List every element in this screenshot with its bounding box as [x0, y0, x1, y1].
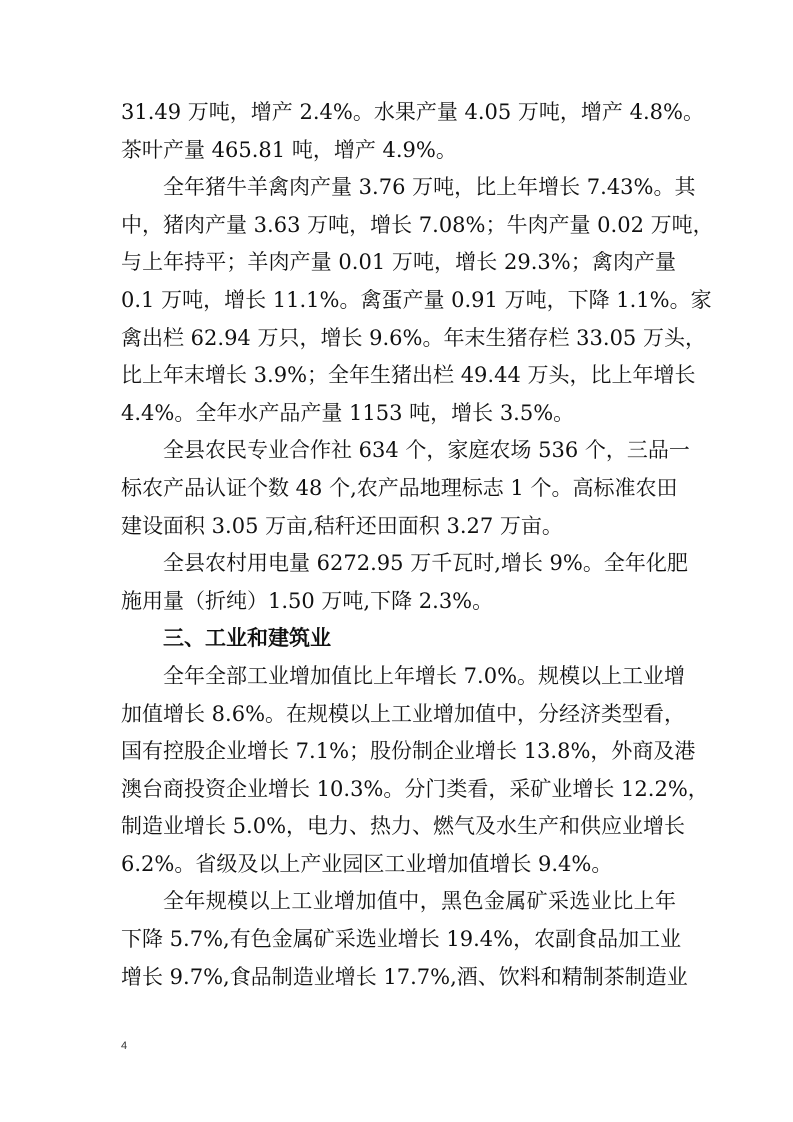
paragraph-industry-sectors [121, 883, 688, 996]
paragraph-crop-output [121, 94, 704, 169]
text-line: 中，猪肉产量 3.63 万吨，增长 7.08%；牛肉产量 0.02 万吨， [121, 212, 714, 237]
text-line: 加值增长 8.6%。在规模以上工业增加值中，分经济类型看， [121, 701, 686, 726]
paragraph-industry-growth [121, 658, 709, 884]
text-line: 澳台商投资企业增长 10.3%。分门类看，采矿业增长 12.2%， [121, 776, 709, 801]
paragraph-cooperatives [121, 432, 690, 545]
text-line: 全年全部工业增加值比上年增长 7.0%。规模以上工业增 [163, 663, 686, 688]
text-line: 制造业增长 5.0%，电力、热力、燃气及水生产和供应业增长 [121, 814, 686, 839]
text-line: 禽出栏 62.94 万只，增长 9.6%。年末生猪存栏 33.05 万头， [121, 325, 706, 350]
text-line: 6.2%。省级及以上产业园区工业增加值增长 9.4%。 [121, 851, 613, 876]
text-line: 全县农民专业合作社 634 个，家庭农场 536 个，三品一 [163, 438, 690, 463]
text-line: 与上年持平；羊肉产量 0.01 万吨，增长 29.3%；禽肉产量 [121, 250, 676, 275]
text-line: 31.49 万吨，增产 2.4%。水果产量 4.05 万吨，增产 4.8%。 [121, 100, 704, 124]
paragraph-meat-output [121, 169, 714, 432]
text-line: 全年规模以上工业增加值中，黑色金属矿采选业比上年 [163, 889, 676, 914]
text-line: 0.1 万吨，增长 11.1%。禽蛋产量 0.91 万吨，下降 1.1%。家 [121, 287, 712, 312]
paragraph-rural-electricity [121, 545, 688, 620]
section-heading: 三、工业和建筑业 [163, 626, 331, 651]
text-line: 施用量（折纯）1.50 万吨,下降 2.3%。 [121, 588, 494, 613]
text-line: 比上年末增长 3.9%；全年生猪出栏 49.44 万头，比上年增长 [121, 363, 696, 388]
text-line: 下降 5.7%,有色金属矿采选业增长 19.4%，农副食品加工业 [121, 927, 682, 952]
document-body [121, 94, 714, 996]
text-line: 国有控股企业增长 7.1%；股份制企业增长 13.8%，外商及港 [121, 739, 696, 764]
text-line: 增长 9.7%,食品制造业增长 17.7%,酒、饮料和精制茶制造业 [121, 964, 688, 989]
text-line: 全县农村用电量 6272.95 万千瓦时,增长 9%。全年化肥 [163, 551, 688, 576]
text-line: 4.4%。全年水产品产量 1153 吨，增长 3.5%。 [121, 400, 575, 425]
text-line: 茶叶产量 465.81 吨，增产 4.9%。 [121, 137, 457, 162]
text-line: 标农产品认证个数 48 个,农产品地理标志 1 个。高标准农田 [121, 475, 678, 500]
text-line: 全年猪牛羊禽肉产量 3.76 万吨，比上年增长 7.43%。其 [163, 175, 696, 200]
page-number: 4 [121, 1040, 128, 1052]
text-line: 建设面积 3.05 万亩,秸秆还田面积 3.27 万亩。 [121, 513, 563, 538]
